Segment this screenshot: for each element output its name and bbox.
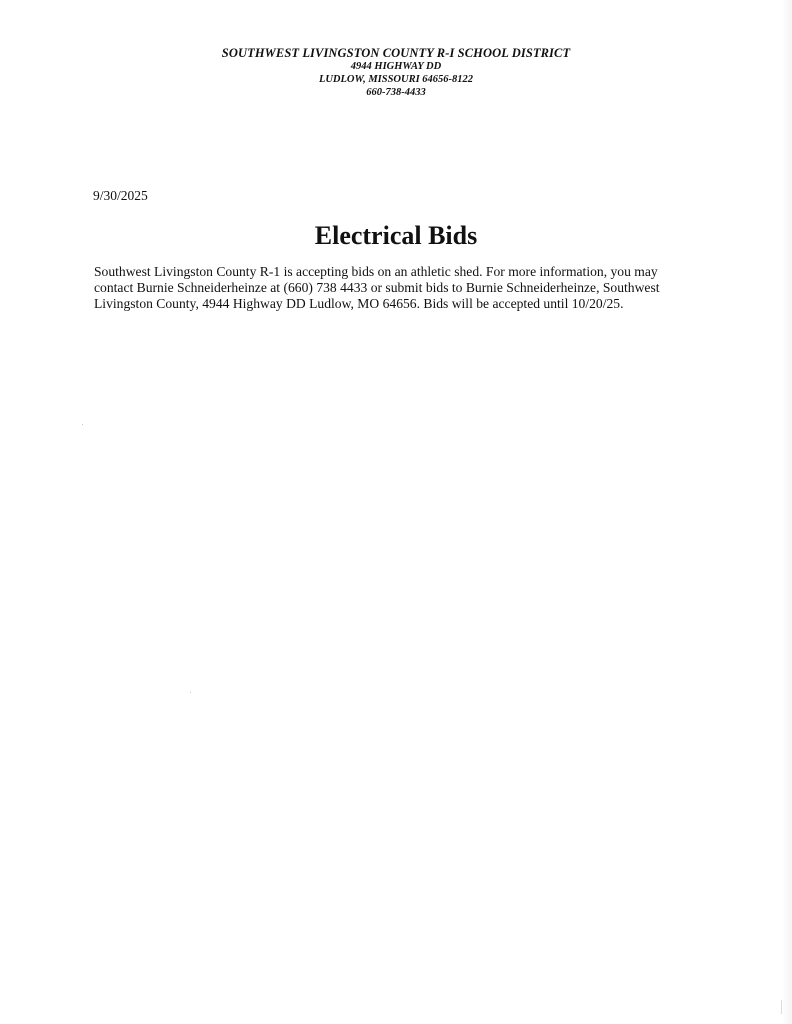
scan-edge-shadow [782,0,792,1024]
body-line: Southwest Livingston County R-1 is accepting bids on an athletic shed. For more information, you may [94,264,658,279]
body-paragraph [94,264,702,312]
scan-speck [190,692,191,693]
document-title: Electrical Bids [314,221,478,250]
document-date: 9/30/2025 [93,188,148,203]
letterhead [0,46,792,99]
district-phone: 660-738-4433 [366,87,426,98]
scan-speck [82,424,83,425]
scan-speck [781,1000,782,1014]
body-line: contact Burnie Schneiderheinze at (660) 738 4433 or submit bids to Burnie Schneiderheinze, Southwest [94,280,660,295]
district-city: LUDLOW, MISSOURI 64656-8122 [318,74,474,85]
district-address: 4944 HIGHWAY DD [350,61,442,72]
district-name: SOUTHWEST LIVINGSTON COUNTY R-I SCHOOL DISTRICT [221,46,571,60]
body-line: Livingston County, 4944 Highway DD Ludlow, MO 64656. Bids will be accepted until 10/20/25. [94,296,624,311]
